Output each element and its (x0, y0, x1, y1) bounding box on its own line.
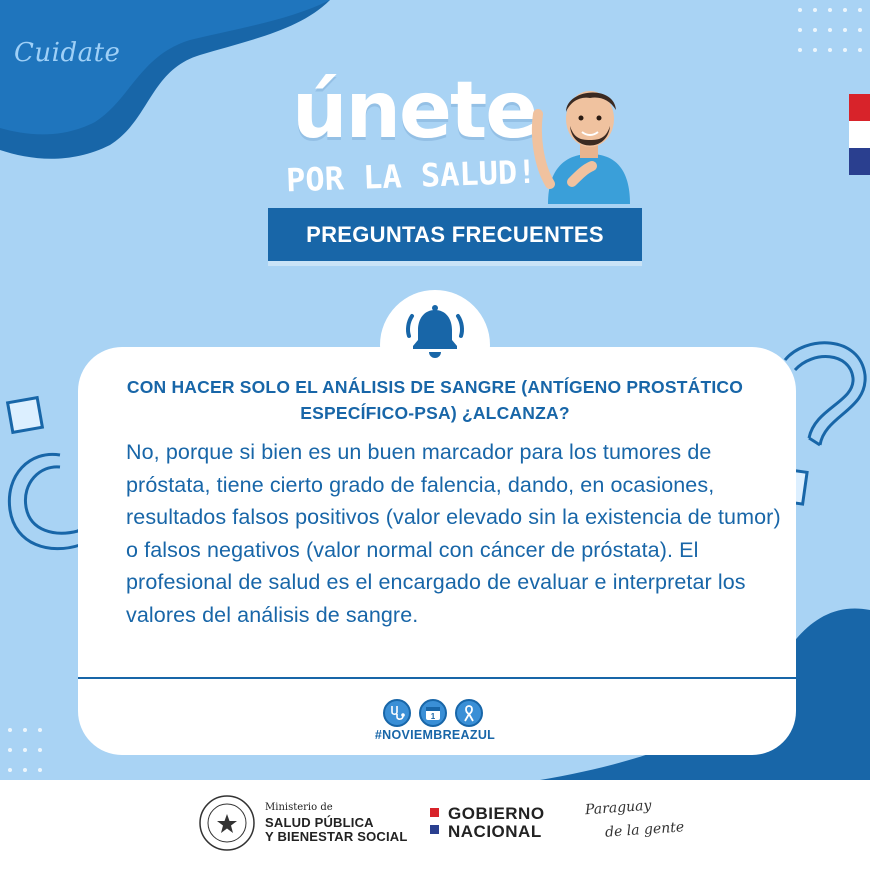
campaign-title: únete (292, 66, 537, 156)
calendar-icon (419, 699, 447, 727)
campaign-icons (383, 699, 483, 727)
ministry-name-line1: SALUD PÚBLICA (265, 815, 374, 830)
flag-white-stripe (849, 121, 870, 148)
ministry-name-line2: Y BIENESTAR SOCIAL (265, 829, 408, 844)
gov-name-line2: NACIONAL (448, 822, 542, 841)
gov-logo-blue-square (430, 825, 439, 834)
slogan-line1: Paraguay (584, 797, 652, 819)
dot-pattern (795, 5, 865, 55)
top-left-wave-shape (0, 0, 330, 170)
calendar-day: 1 (430, 712, 436, 721)
awareness-ribbon-icon (455, 699, 483, 727)
card-divider (78, 677, 796, 679)
flag-blue-stripe (849, 148, 870, 175)
national-seal-icon (198, 794, 256, 852)
bell-icon (403, 300, 467, 364)
faq-question: CON HACER SOLO EL ANÁLISIS DE SANGRE (ANTÍGENO PROSTÁTICO ESPECÍFICO-PSA) ¿ALCANZA? (126, 377, 744, 423)
cuidate-logo: Cuidate (14, 38, 121, 68)
gov-logo-red-square (430, 808, 439, 817)
faq-banner-label: PREGUNTAS FRECUENTES (306, 221, 604, 247)
slogan-line2: de la gente (604, 819, 685, 841)
faq-banner (268, 208, 642, 266)
faq-answer: No, porque si bien es un buen marcador para los tumores de próstata, tiene cierto grado de falencia, dando, en ocasiones, resultados falsos positivos (valor elevado sin la existencia de tumor) o falsos negativos (valor normal con cáncer de próstata). El profesional de salud es el encargado de evaluar e interpretar los valores del análisis de sangre. (126, 440, 781, 627)
stethoscope-icon (383, 699, 411, 727)
dot-pattern-left (5, 725, 45, 775)
flag-red-stripe (849, 94, 870, 121)
campaign-subtitle: POR LA SALUD! (285, 152, 538, 200)
paraguay-flag (849, 94, 870, 175)
campaign-hashtag: #NOVIEMBREAZUL (374, 728, 496, 742)
gov-name-line1: GOBIERNO (448, 804, 545, 823)
ministry-label-small: Ministerio de (265, 802, 333, 813)
doctor-avatar (530, 74, 640, 204)
